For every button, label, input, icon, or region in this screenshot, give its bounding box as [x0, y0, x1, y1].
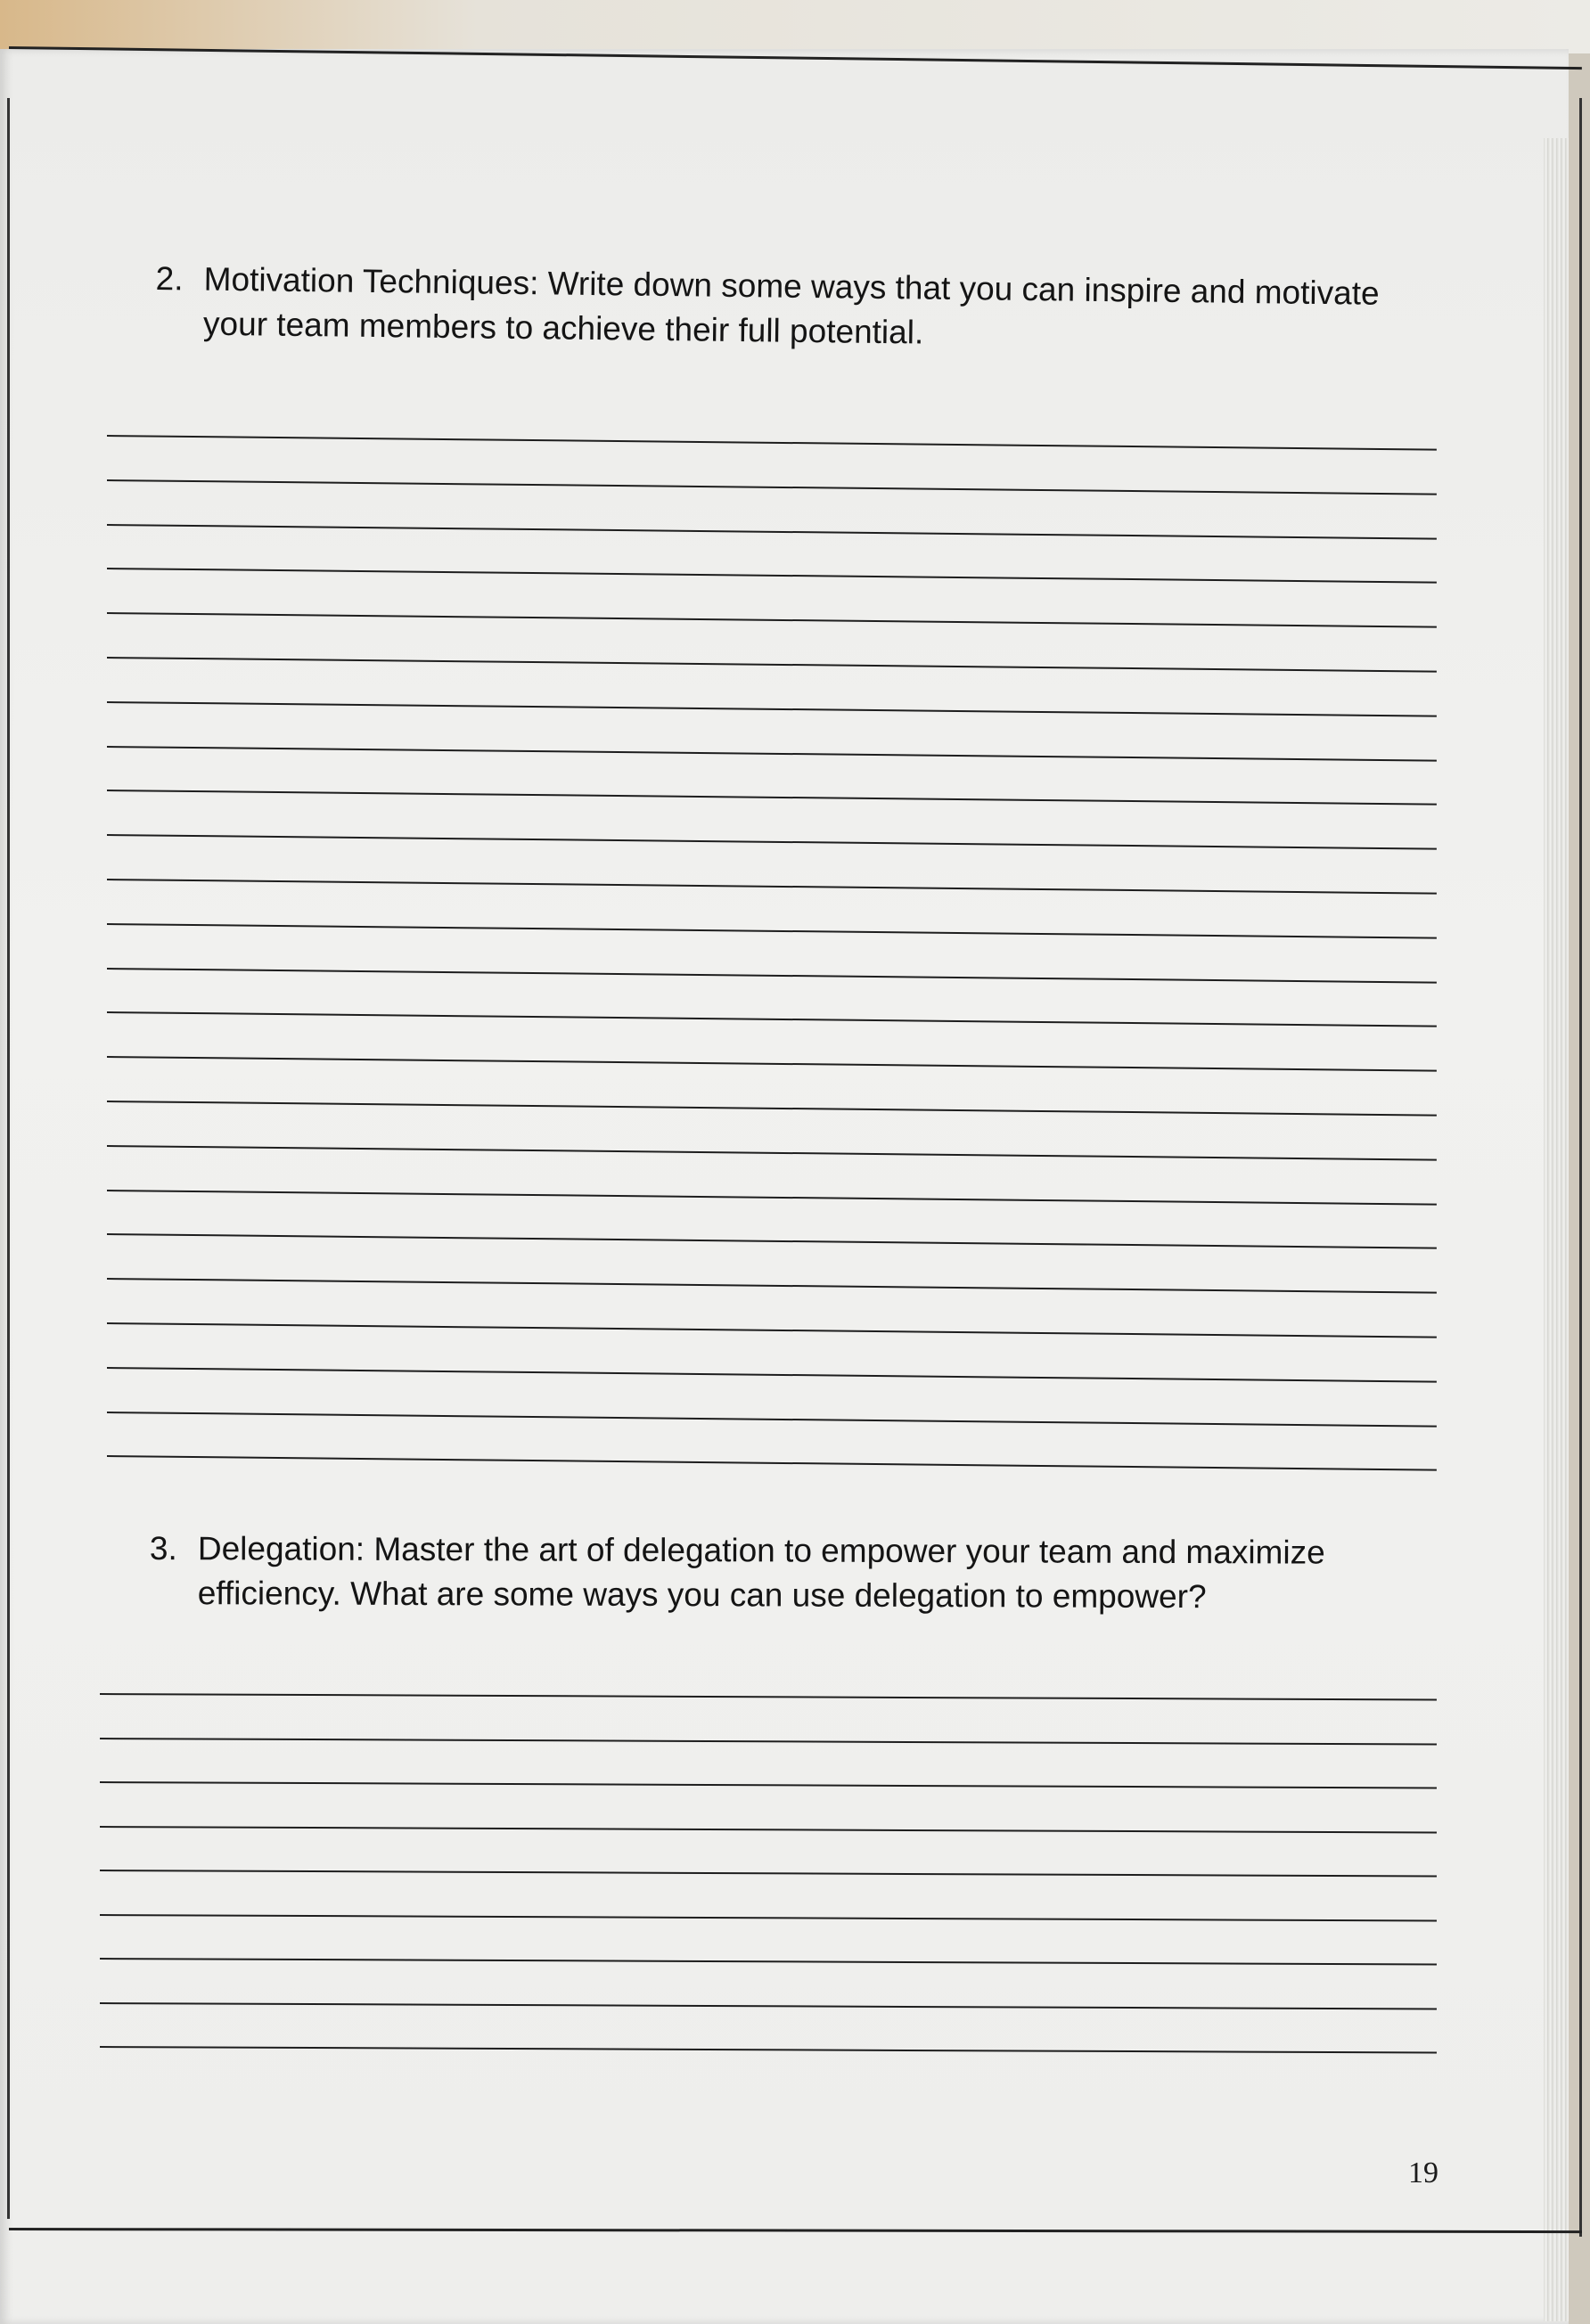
page-border-left: [7, 98, 10, 2219]
question-number: 3.: [149, 1530, 177, 1567]
page-border-right: [1579, 98, 1582, 2237]
question-text: Motivation Techniques: Write down some ways that you can inspire and motivate your team members to achieve their full potential.: [202, 260, 1380, 351]
page-number: 19: [1408, 2156, 1438, 2189]
question-number: 2.: [155, 259, 184, 298]
desk-background: [0, 0, 1590, 53]
question-motivation-techniques: [155, 257, 1448, 362]
page-stack-edge: [1544, 138, 1569, 2321]
question-delegation: [150, 1526, 1415, 1620]
workbook-page: [0, 49, 1569, 2324]
question-text: Delegation: Master the art of delegation to empower your team and maximize efficiency. What are some ways you can use delegation to empower?: [197, 1530, 1325, 1616]
